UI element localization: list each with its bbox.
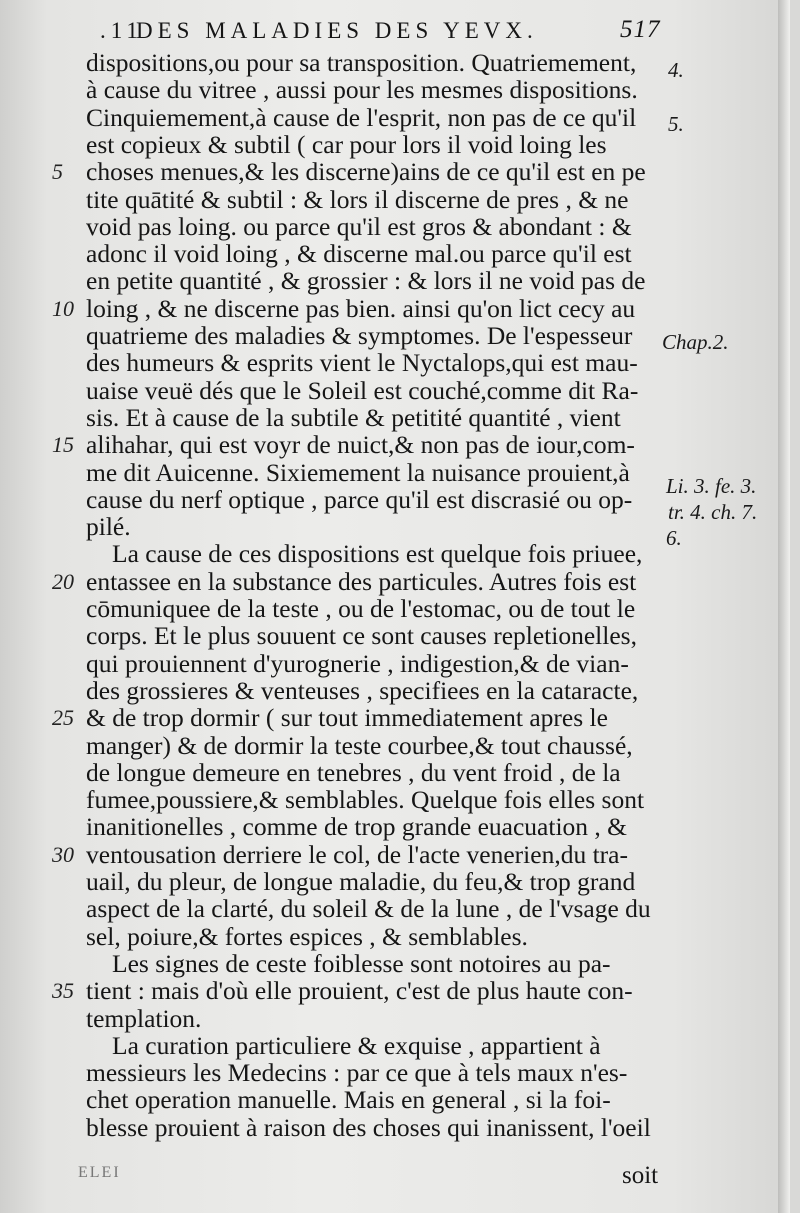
text-line: quatrieme des maladies & symptomes. De l'espesseur: [86, 321, 633, 350]
text-line: alihahar, qui est voyr de nuict,& non pas de iour,com-: [86, 430, 635, 460]
line-number: 35: [52, 978, 74, 1004]
text-line: est copieux & subtil ( car pour lors il void loing les: [86, 129, 607, 159]
margin-note: tr. 4. ch. 7.: [668, 500, 758, 524]
text-line: en petite quantité , & grossier : & lors il ne void pas de: [86, 266, 646, 296]
margin-note: 5.: [668, 112, 684, 136]
line-number: 25: [52, 705, 74, 731]
text-line: cōmuniquee de la teste , ou de l'estomac, ou de tout le: [86, 594, 636, 623]
text-line: tient : mais d'où elle prouient, c'est de plus haute con-: [86, 976, 633, 1006]
line-number: 5: [52, 159, 63, 185]
line-number: 20: [52, 568, 74, 594]
text-line: sis. Et à cause de la subtile & petitité quantité , vient: [86, 402, 621, 432]
text-line: La curation particuliere & exquise , appartient à: [112, 1030, 601, 1060]
text-line: ventousation derriere le col, de l'acte venerien,du tra-: [86, 839, 628, 869]
text-line: La cause de ces dispositions est quelque fois priuee,: [112, 539, 643, 569]
text-line: fumee,poussiere,& semblables. Quelque fois elles sont: [86, 785, 645, 815]
text-line: me dit Auicenne. Sixiemement la nuisance prouient,à: [86, 457, 630, 487]
text-line: à cause du vitree , aussi pour les mesmes dispositions.: [86, 75, 638, 105]
margin-note: 4.: [668, 58, 684, 82]
text-line: dispositions,ou pour sa transposition. Quatriemement,: [86, 48, 637, 77]
text-line: qui prouiennent d'yurognerie , indigestion,& de vian-: [86, 648, 629, 678]
text-line: tite quātité & subtil : & lors il discerne de pres , & ne: [86, 184, 629, 214]
text-line: chet operation manuelle. Mais en general , si la foi-: [86, 1085, 611, 1115]
text-line: des humeurs & esprits vient le Nyctalops,qui est mau-: [86, 348, 638, 378]
text-line: & de trop dormir ( sur tout immediatement apres le: [86, 703, 608, 733]
page-number: 517: [620, 16, 661, 43]
text-line: adonc il void loing , & discerne mal.ou parce qu'il est: [86, 239, 632, 269]
text-line: choses menues,& les discerne)ains de ce qu'il est en pe: [86, 157, 646, 187]
footer-mark: ELEI: [78, 1164, 121, 1181]
header-title: DES MALADIES DES YEVX.: [136, 18, 538, 43]
text-line: uaise veuë dés que le Soleil est couché,comme dit Ra-: [86, 375, 639, 405]
text-line: pilé.: [86, 512, 131, 542]
margin-note: 6.: [666, 526, 682, 550]
text-line: uail, du pleur, de longue maladie, du feu,& trop grand: [86, 867, 636, 896]
running-header: [100, 18, 680, 52]
line-number: 10: [52, 295, 74, 321]
text-line: void pas loing. ou parce qu'il est gros & abondant : &: [86, 211, 632, 241]
text-line: aspect de la clarté, du soleil & de la lune , de l'vsage du: [86, 894, 651, 924]
margin-note: Chap.2.: [662, 330, 729, 354]
line-number: 30: [52, 841, 74, 867]
text-line: manger) & de dormir la teste courbee,& tout chaussé,: [86, 730, 633, 760]
margin-note: Li. 3. fe. 3.: [666, 474, 757, 498]
text-line: des grossieres & venteuses , specifiees en la cataracte,: [86, 675, 639, 705]
text-line: cause du nerf optique , parce qu'il est discrasié ou op-: [86, 484, 633, 514]
text-line: blesse prouient à raison des choses qui inanissent, l'oeil: [86, 1112, 651, 1142]
text-line: messieurs les Medecins : par ce que à tels maux n'es-: [86, 1058, 628, 1088]
text-line: sel, poiure,& fortes espices , & semblables.: [86, 921, 528, 951]
page-edge: [778, 0, 790, 1213]
header-dots: .11: [100, 18, 143, 43]
text-line: inanitionelles , comme de trop grande euacuation , &: [86, 812, 627, 842]
text-line: entassee en la substance des particules. Autres fois est: [86, 566, 637, 596]
text-line: de longue demeure en tenebres , du vent froid , de la: [86, 757, 621, 787]
catchword: soit: [622, 1162, 659, 1189]
text-line: Les signes de ceste foiblesse sont notoires au pa-: [112, 948, 611, 978]
line-number: 15: [52, 432, 74, 458]
text-line: loing , & ne discerne pas bien. ainsi qu'on lict cecy au: [86, 293, 636, 323]
text-line: Cinquiemement,à cause de l'esprit, non pas de ce qu'il: [86, 102, 637, 132]
text-line: corps. Et le plus souuent ce sont causes repletionelles,: [86, 621, 637, 651]
text-line: templation.: [86, 1003, 202, 1033]
